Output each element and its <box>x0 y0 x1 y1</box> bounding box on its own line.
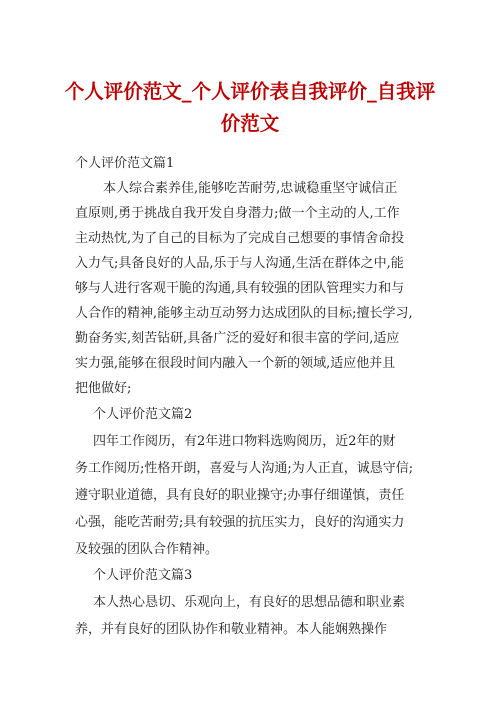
section-3-heading: 个人评价范文篇3 <box>93 568 193 583</box>
document-title-line-2: 价范文 <box>220 112 280 135</box>
section-3-paragraph-line: 本人热心恳切、乐观向上，有良好的思想品德和职业素 <box>93 595 406 610</box>
section-1-paragraph-line: 把他做好; <box>75 381 132 396</box>
section-1-paragraph-line: 主动热忱,为了自己的目标为了完成自己想要的事情舍命投 <box>75 231 405 246</box>
document-title <box>60 76 440 140</box>
section-1-paragraph-line: 够与人进行客观干脆的沟通,具有较强的团队管理实力和与 <box>75 281 405 296</box>
section-2-paragraph-line: 遵守职业道德，具有良好的职业操守;办事仔细谨慎，责任 <box>75 488 405 503</box>
section-2-paragraph-line: 务工作阅历;性格开朗，喜爱与人沟通;为人正直，诚恳守信; <box>75 461 414 476</box>
section-1-paragraph-line: 入力气;具备良好的人品,乐于与人沟通,生活在群体之中,能 <box>75 256 404 271</box>
section-1-paragraph-line: 实力强,能够在很段时间内融入一个新的领域,适应他并且 <box>75 356 396 371</box>
section-1-paragraph-line: 勤奋务实,刻苦钻研,具备广泛的爱好和很丰富的学问,适应 <box>75 331 400 346</box>
section-2-paragraph-line: 心强，能吃苦耐劳;具有较强的抗压实力，良好的沟通实力 <box>75 515 405 530</box>
section-2-paragraph-line: 及较强的团队合作精神。 <box>75 542 219 557</box>
section-1-heading: 个人评价范文篇1 <box>75 156 175 171</box>
section-1-paragraph-line: 本人综合素养佳,能够吃苦耐劳,忠诚稳重坚守诚信正 <box>103 181 398 196</box>
section-2-paragraph-line: 四年工作阅历，有2年进口物料选购阅历，近2年的财 <box>93 434 396 449</box>
section-3-paragraph-line: 养，并有良好的团队协作和敬业精神。本人能娴熟操作 <box>75 622 388 637</box>
section-2-heading: 个人评价范文篇2 <box>93 407 193 422</box>
section-1-paragraph-line: 直原则,勇于挑战自我开发自身潜力;做一个主动的人,工作 <box>75 206 400 221</box>
section-1-paragraph-line: 人合作的精神,能够主动互动努力达成团队的目标;擅长学习, <box>75 306 413 321</box>
document-title-line-1: 个人评价范文_个人评价表自我评价_自我评 <box>64 80 436 103</box>
